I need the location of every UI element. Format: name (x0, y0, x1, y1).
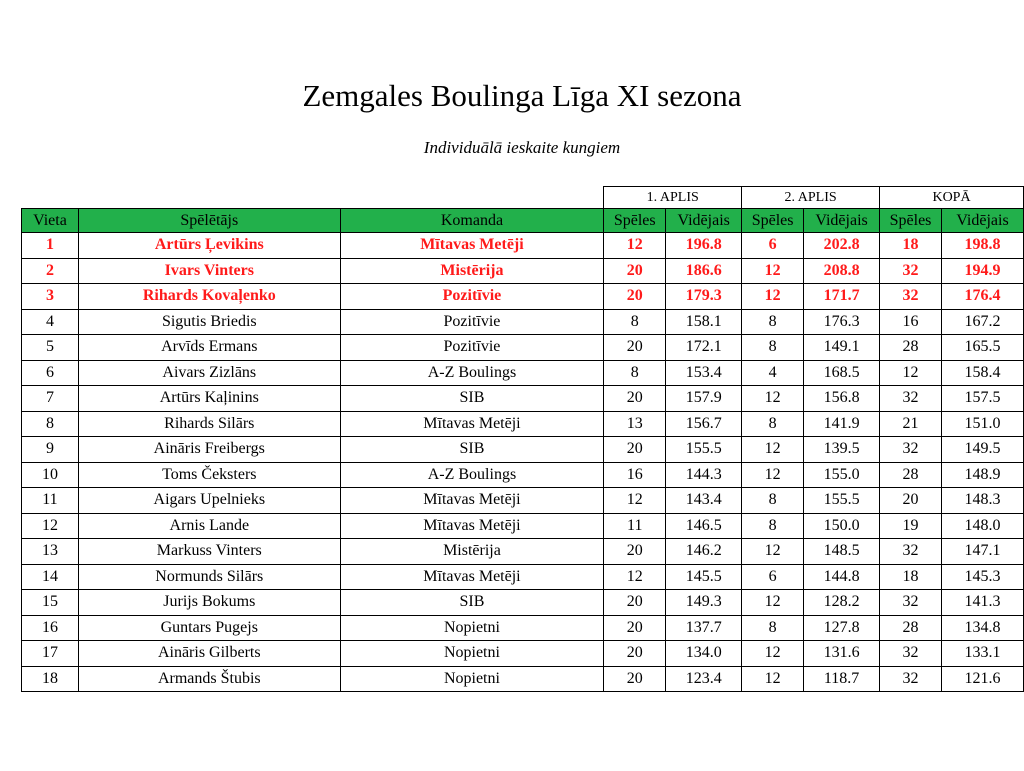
table-row (22, 335, 1024, 361)
player-cell: Normunds Silārs (78, 564, 340, 590)
total-games-cell: 32 (880, 539, 942, 565)
group-total: KOPĀ (880, 187, 1024, 209)
table-row (22, 666, 1024, 692)
r1-games-cell: 8 (604, 360, 666, 386)
table-row (22, 284, 1024, 310)
r2-games-cell: 12 (742, 462, 804, 488)
page-title: Zemgales Boulinga Līga XI sezona (302, 78, 742, 113)
r2-average-cell: 208.8 (804, 258, 880, 284)
total-games-cell: 28 (880, 462, 942, 488)
team-cell: Mistērija (340, 258, 604, 284)
r1-games-cell: 12 (604, 233, 666, 259)
player-cell: Aigars Upelnieks (78, 488, 340, 514)
r2-average-cell: 176.3 (804, 309, 880, 335)
header-r2-average: Vidējais (804, 209, 880, 233)
r2-average-cell: 118.7 (804, 666, 880, 692)
table-row (22, 258, 1024, 284)
r2-games-cell: 12 (742, 284, 804, 310)
place-cell: 15 (22, 590, 79, 616)
r2-average-cell: 171.7 (804, 284, 880, 310)
r1-games-cell: 20 (604, 641, 666, 667)
total-average-cell: 147.1 (942, 539, 1024, 565)
r2-average-cell: 128.2 (804, 590, 880, 616)
r1-average-cell: 155.5 (666, 437, 742, 463)
table-row (22, 590, 1024, 616)
r2-average-cell: 141.9 (804, 411, 880, 437)
table-row (22, 462, 1024, 488)
place-cell: 16 (22, 615, 79, 641)
place-cell: 18 (22, 666, 79, 692)
player-cell: Aināris Freibergs (78, 437, 340, 463)
group-round1: 1. APLIS (604, 187, 742, 209)
player-cell: Ivars Vinters (78, 258, 340, 284)
header-r1-average: Vidējais (666, 209, 742, 233)
r1-average-cell: 153.4 (666, 360, 742, 386)
r1-average-cell: 134.0 (666, 641, 742, 667)
r1-games-cell: 20 (604, 284, 666, 310)
place-cell: 3 (22, 284, 79, 310)
r1-games-cell: 20 (604, 590, 666, 616)
column-header-row (22, 209, 1024, 233)
total-average-cell: 151.0 (942, 411, 1024, 437)
place-cell: 7 (22, 386, 79, 412)
r2-average-cell: 155.0 (804, 462, 880, 488)
header-r2-games: Spēles (742, 209, 804, 233)
r2-average-cell: 150.0 (804, 513, 880, 539)
table-row (22, 437, 1024, 463)
r1-average-cell: 157.9 (666, 386, 742, 412)
total-average-cell: 165.5 (942, 335, 1024, 361)
r2-games-cell: 12 (742, 258, 804, 284)
total-games-cell: 32 (880, 258, 942, 284)
place-cell: 17 (22, 641, 79, 667)
r1-average-cell: 156.7 (666, 411, 742, 437)
total-average-cell: 167.2 (942, 309, 1024, 335)
header-total-average: Vidējais (942, 209, 1024, 233)
place-cell: 8 (22, 411, 79, 437)
r1-average-cell: 158.1 (666, 309, 742, 335)
total-average-cell: 158.4 (942, 360, 1024, 386)
total-games-cell: 12 (880, 360, 942, 386)
r1-games-cell: 11 (604, 513, 666, 539)
r1-average-cell: 186.6 (666, 258, 742, 284)
total-average-cell: 133.1 (942, 641, 1024, 667)
total-games-cell: 32 (880, 641, 942, 667)
total-games-cell: 18 (880, 564, 942, 590)
total-average-cell: 176.4 (942, 284, 1024, 310)
player-cell: Arvīds Ermans (78, 335, 340, 361)
r1-games-cell: 20 (604, 666, 666, 692)
standings-table (21, 186, 1024, 692)
r1-average-cell: 144.3 (666, 462, 742, 488)
r2-games-cell: 12 (742, 437, 804, 463)
team-cell: Mītavas Metēji (340, 411, 604, 437)
r2-games-cell: 12 (742, 590, 804, 616)
team-cell: SIB (340, 437, 604, 463)
total-games-cell: 28 (880, 335, 942, 361)
table-row (22, 513, 1024, 539)
r2-average-cell: 127.8 (804, 615, 880, 641)
team-cell: SIB (340, 386, 604, 412)
header-r1-games: Spēles (604, 209, 666, 233)
place-cell: 10 (22, 462, 79, 488)
total-average-cell: 145.3 (942, 564, 1024, 590)
place-cell: 6 (22, 360, 79, 386)
table-row (22, 564, 1024, 590)
r2-average-cell: 168.5 (804, 360, 880, 386)
r2-average-cell: 148.5 (804, 539, 880, 565)
player-cell: Jurijs Bokums (78, 590, 340, 616)
team-cell: Mistērija (340, 539, 604, 565)
r1-average-cell: 137.7 (666, 615, 742, 641)
r2-games-cell: 4 (742, 360, 804, 386)
r2-average-cell: 156.8 (804, 386, 880, 412)
total-average-cell: 121.6 (942, 666, 1024, 692)
player-cell: Guntars Pugejs (78, 615, 340, 641)
player-cell: Artūrs Ļevikins (78, 233, 340, 259)
header-place: Vieta (22, 209, 79, 233)
r1-average-cell: 196.8 (666, 233, 742, 259)
player-cell: Armands Štubis (78, 666, 340, 692)
r1-average-cell: 149.3 (666, 590, 742, 616)
place-cell: 11 (22, 488, 79, 514)
r1-average-cell: 123.4 (666, 666, 742, 692)
total-average-cell: 134.8 (942, 615, 1024, 641)
table-row (22, 386, 1024, 412)
total-games-cell: 32 (880, 284, 942, 310)
total-average-cell: 198.8 (942, 233, 1024, 259)
team-cell: Pozitīvie (340, 309, 604, 335)
place-cell: 12 (22, 513, 79, 539)
r1-games-cell: 12 (604, 564, 666, 590)
team-cell: Mītavas Metēji (340, 233, 604, 259)
r1-average-cell: 146.5 (666, 513, 742, 539)
header-team: Komanda (340, 209, 604, 233)
team-cell: Mītavas Metēji (340, 488, 604, 514)
place-cell: 9 (22, 437, 79, 463)
total-average-cell: 157.5 (942, 386, 1024, 412)
r2-games-cell: 8 (742, 488, 804, 514)
total-games-cell: 28 (880, 615, 942, 641)
r1-games-cell: 20 (604, 386, 666, 412)
r2-games-cell: 12 (742, 666, 804, 692)
team-cell: SIB (340, 590, 604, 616)
place-cell: 5 (22, 335, 79, 361)
r1-average-cell: 145.5 (666, 564, 742, 590)
table-row (22, 539, 1024, 565)
r1-average-cell: 146.2 (666, 539, 742, 565)
table-row (22, 641, 1024, 667)
total-average-cell: 141.3 (942, 590, 1024, 616)
r2-games-cell: 8 (742, 411, 804, 437)
total-games-cell: 32 (880, 386, 942, 412)
r2-games-cell: 8 (742, 335, 804, 361)
table-row (22, 488, 1024, 514)
player-cell: Markuss Vinters (78, 539, 340, 565)
total-average-cell: 148.3 (942, 488, 1024, 514)
header-total-games: Spēles (880, 209, 942, 233)
total-average-cell: 148.9 (942, 462, 1024, 488)
r1-games-cell: 20 (604, 615, 666, 641)
table-row (22, 411, 1024, 437)
total-games-cell: 32 (880, 437, 942, 463)
place-cell: 13 (22, 539, 79, 565)
total-games-cell: 16 (880, 309, 942, 335)
team-cell: Mītavas Metēji (340, 564, 604, 590)
page-subtitle: Individuālā ieskaite kungiem (423, 138, 621, 157)
place-cell: 1 (22, 233, 79, 259)
r1-average-cell: 179.3 (666, 284, 742, 310)
r1-games-cell: 13 (604, 411, 666, 437)
total-average-cell: 194.9 (942, 258, 1024, 284)
team-cell: Mītavas Metēji (340, 513, 604, 539)
r1-games-cell: 20 (604, 335, 666, 361)
header-player: Spēlētājs (78, 209, 340, 233)
team-cell: Pozitīvie (340, 284, 604, 310)
table-row (22, 360, 1024, 386)
r2-games-cell: 8 (742, 615, 804, 641)
team-cell: A-Z Boulings (340, 462, 604, 488)
total-games-cell: 20 (880, 488, 942, 514)
player-cell: Sigutis Briedis (78, 309, 340, 335)
r2-games-cell: 8 (742, 309, 804, 335)
table-row (22, 309, 1024, 335)
team-cell: A-Z Boulings (340, 360, 604, 386)
r2-average-cell: 149.1 (804, 335, 880, 361)
r2-games-cell: 12 (742, 539, 804, 565)
r1-games-cell: 20 (604, 437, 666, 463)
r2-average-cell: 139.5 (804, 437, 880, 463)
team-cell: Nopietni (340, 666, 604, 692)
r1-average-cell: 172.1 (666, 335, 742, 361)
r1-average-cell: 143.4 (666, 488, 742, 514)
r1-games-cell: 12 (604, 488, 666, 514)
team-cell: Nopietni (340, 641, 604, 667)
table-row (22, 233, 1024, 259)
place-cell: 14 (22, 564, 79, 590)
total-games-cell: 32 (880, 590, 942, 616)
player-cell: Rihards Silārs (78, 411, 340, 437)
total-average-cell: 149.5 (942, 437, 1024, 463)
r1-games-cell: 16 (604, 462, 666, 488)
table-row (22, 615, 1024, 641)
r2-games-cell: 12 (742, 386, 804, 412)
total-games-cell: 19 (880, 513, 942, 539)
r2-average-cell: 155.5 (804, 488, 880, 514)
player-cell: Artūrs Kaļinins (78, 386, 340, 412)
total-average-cell: 148.0 (942, 513, 1024, 539)
player-cell: Aivars Zizlāns (78, 360, 340, 386)
r2-games-cell: 6 (742, 564, 804, 590)
total-games-cell: 32 (880, 666, 942, 692)
team-cell: Pozitīvie (340, 335, 604, 361)
team-cell: Nopietni (340, 615, 604, 641)
place-cell: 2 (22, 258, 79, 284)
r2-games-cell: 8 (742, 513, 804, 539)
r1-games-cell: 20 (604, 539, 666, 565)
group-round2: 2. APLIS (742, 187, 880, 209)
player-cell: Toms Čeksters (78, 462, 340, 488)
r2-average-cell: 202.8 (804, 233, 880, 259)
standings-body (22, 233, 1024, 692)
player-cell: Arnis Lande (78, 513, 340, 539)
r2-average-cell: 144.8 (804, 564, 880, 590)
r2-games-cell: 12 (742, 641, 804, 667)
r2-games-cell: 6 (742, 233, 804, 259)
group-spacer (22, 187, 604, 209)
player-cell: Aināris Gilberts (78, 641, 340, 667)
total-games-cell: 21 (880, 411, 942, 437)
r2-average-cell: 131.6 (804, 641, 880, 667)
player-cell: Rihards Kovaļenko (78, 284, 340, 310)
total-games-cell: 18 (880, 233, 942, 259)
round-group-row (22, 187, 1024, 209)
r1-games-cell: 20 (604, 258, 666, 284)
place-cell: 4 (22, 309, 79, 335)
r1-games-cell: 8 (604, 309, 666, 335)
